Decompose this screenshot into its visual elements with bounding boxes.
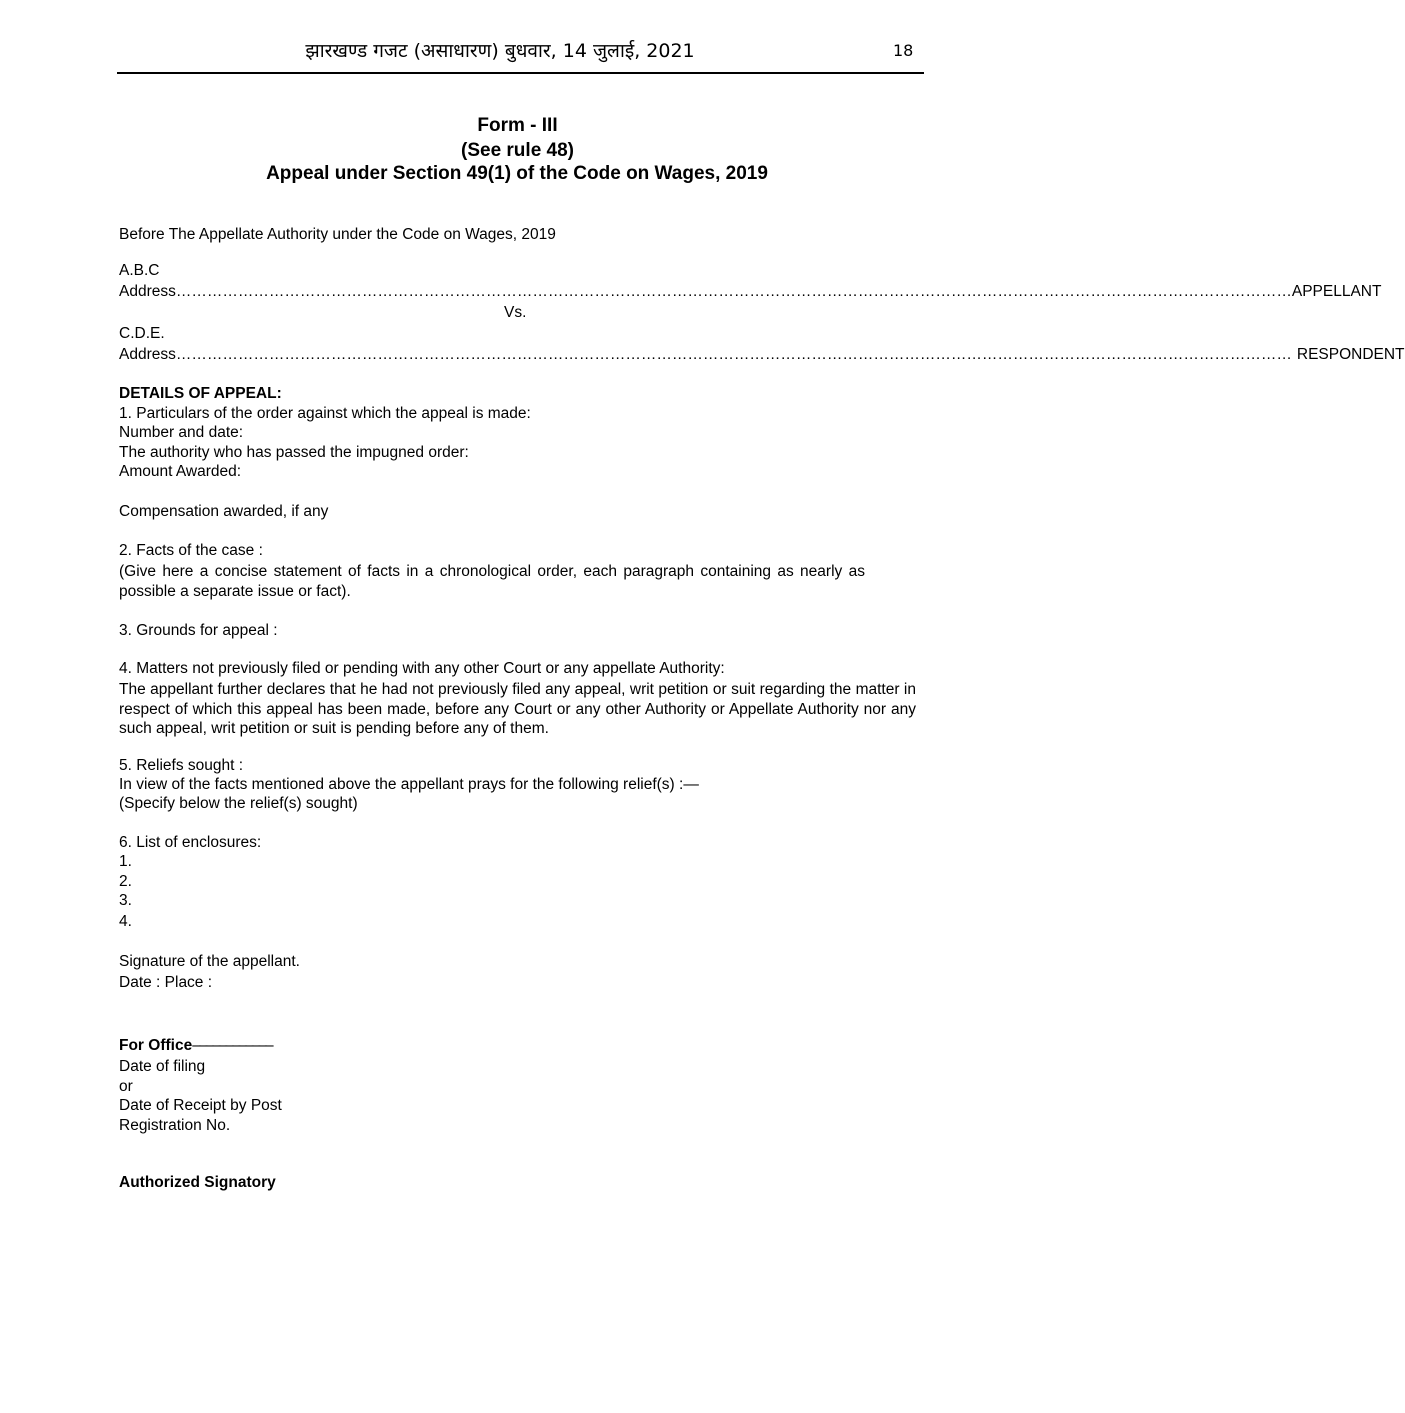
details-item-4: 4. Matters not previously filed or pending with any other Court or any appellate Authority: bbox=[119, 660, 725, 677]
facts-instruction: (Give here a concise statement of facts in a chronological order, each paragraph containing as nearly as possible a separate issue or fact). bbox=[119, 563, 865, 600]
respondent-name: C.D.E. bbox=[119, 325, 165, 342]
appellant-role: APPELLANT bbox=[1291, 283, 1382, 300]
gazette-header-title: झारखण्ड गजट (असाधारण) बुधवार, 14 जुलाई, 2021 bbox=[305, 40, 695, 62]
respondent-role: RESPONDENT bbox=[1296, 346, 1405, 363]
date-of-receipt: Date of Receipt by Post bbox=[119, 1097, 282, 1114]
office-heading-row bbox=[119, 1037, 272, 1055]
date-place-line: Date : Place : bbox=[119, 974, 213, 991]
reliefs-note: (Specify below the relief(s) sought) bbox=[119, 795, 358, 812]
details-item-3: 3. Grounds for appeal : bbox=[119, 622, 278, 639]
office-heading-rule: –––––––––––– bbox=[192, 1037, 272, 1054]
appellant-name: A.B.C bbox=[119, 262, 160, 279]
details-item-6: 6. List of enclosures: bbox=[119, 834, 262, 851]
versus-label: Vs. bbox=[504, 304, 527, 321]
appellant-signature-line: Signature of the appellant. bbox=[119, 953, 300, 970]
details-item-5: 5. Reliefs sought : bbox=[119, 757, 244, 774]
before-line: Before The Appellate Authority under the Code on Wages, 2019 bbox=[119, 226, 556, 243]
reliefs-prayer: In view of the facts mentioned above the appellant prays for the following relief(s) :— bbox=[119, 776, 699, 793]
declaration-text: The appellant further declares that he had not previously filed any appeal, writ petition or suit regarding the matter in respect of which this appeal has been made, before any Court or any other Authority or Appellate Authority nor any such appeal, writ petition or suit is pending before any of them. bbox=[119, 681, 916, 737]
details-item-1: 1. Particulars of the order against which the appeal is made: bbox=[119, 405, 531, 422]
page-number: 18 bbox=[893, 41, 914, 60]
appellant-address-row bbox=[119, 283, 1382, 301]
enclosure-item: 3. bbox=[119, 892, 132, 909]
respondent-address-label: Address bbox=[119, 346, 176, 363]
date-of-filing: Date of filing bbox=[119, 1058, 206, 1075]
enclosure-item: 4. bbox=[119, 913, 132, 930]
form-subtitle: Appeal under Section 49(1) of the Code on Wages, 2019 bbox=[266, 163, 768, 184]
authorized-signatory: Authorized Signatory bbox=[119, 1174, 276, 1191]
enclosure-item: 1. bbox=[119, 853, 132, 870]
enclosure-item: 2. bbox=[119, 873, 132, 890]
compensation-awarded: Compensation awarded, if any bbox=[119, 503, 329, 520]
office-heading: For Office bbox=[119, 1037, 193, 1054]
respondent-address-dots: ……………………………………………………………………………………………………………………………………………………………………………………………… bbox=[175, 346, 1292, 363]
amount-awarded: Amount Awarded: bbox=[119, 463, 242, 480]
appellant-address-label: Address bbox=[119, 283, 176, 300]
details-item-2: 2. Facts of the case : bbox=[119, 542, 263, 559]
number-and-date: Number and date: bbox=[119, 424, 244, 441]
details-heading: DETAILS OF APPEAL: bbox=[119, 385, 282, 402]
impugned-order-authority: The authority who has passed the impugned order: bbox=[119, 444, 469, 461]
header-divider bbox=[117, 72, 924, 74]
registration-number: Registration No. bbox=[119, 1117, 231, 1134]
form-rule: (See rule 48) bbox=[461, 140, 574, 161]
appellant-address-dots: ……………………………………………………………………………………………………………………………………………………………………………………………… bbox=[175, 283, 1292, 300]
form-title: Form - III bbox=[477, 115, 558, 136]
respondent-address-row bbox=[119, 346, 1405, 364]
or-label: or bbox=[119, 1078, 133, 1095]
